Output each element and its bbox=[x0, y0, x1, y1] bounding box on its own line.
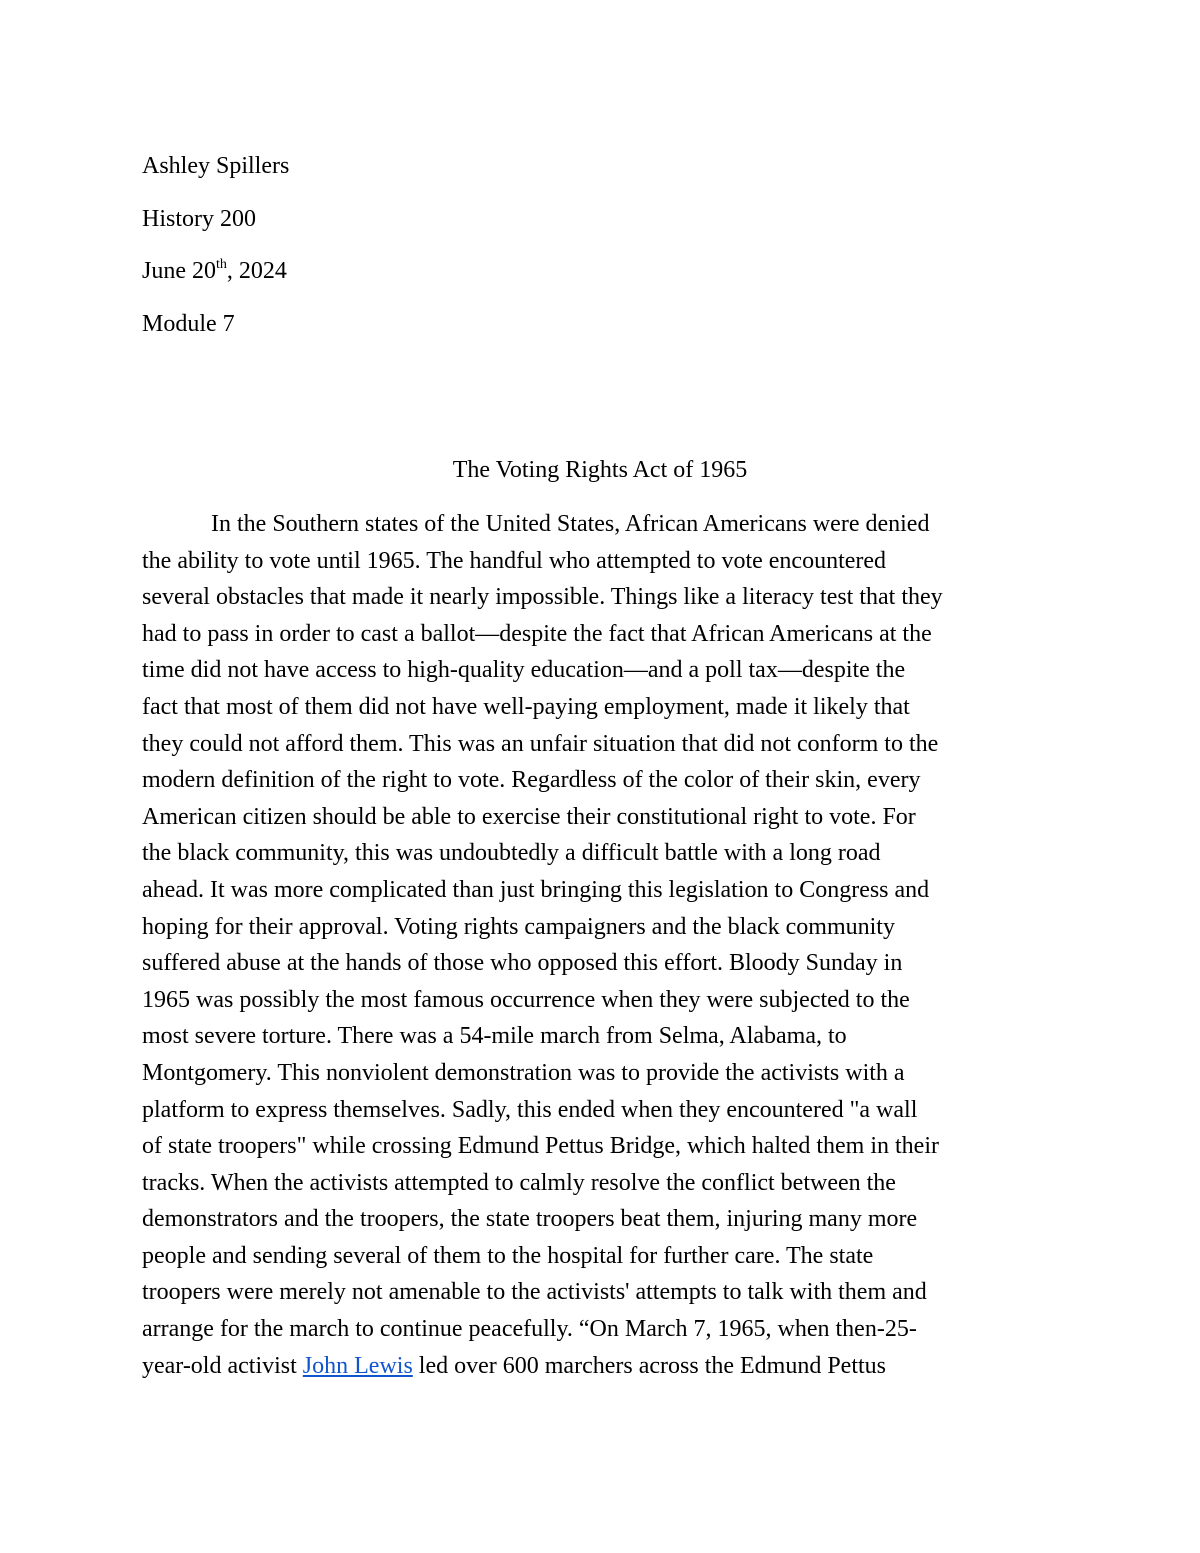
body-paragraph bbox=[142, 506, 1072, 1384]
paragraph-line: suffered abuse at the hands of those who opposed this effort. Bloody Sunday in bbox=[142, 950, 903, 977]
paragraph-line: arrange for the march to continue peacefully. “On March 7, 1965, when then-25- bbox=[142, 1316, 917, 1343]
paragraph-line: had to pass in order to cast a ballot—despite the fact that African Americans at the bbox=[142, 620, 932, 647]
date-prefix: June 20 bbox=[142, 258, 216, 284]
module-label: Module 7 bbox=[142, 310, 235, 337]
paragraph-line: most severe torture. There was a 54-mile march from Selma, Alabama, to bbox=[142, 1023, 847, 1050]
paragraph-line: tracks. When the activists attempted to calmly resolve the conflict between the bbox=[142, 1169, 896, 1196]
paragraph-line: Montgomery. This nonviolent demonstration was to provide the activists with a bbox=[142, 1059, 905, 1086]
author-name: Ashley Spillers bbox=[142, 153, 290, 179]
paragraph-line: ahead. It was more complicated than just bringing this legislation to Congress and bbox=[142, 876, 930, 903]
paragraph-line: the black community, this was undoubtedly a difficult battle with a long road bbox=[142, 840, 881, 867]
header-block bbox=[142, 140, 289, 350]
john-lewis-link[interactable]: John Lewis bbox=[302, 1352, 413, 1379]
paragraph-line: fact that most of them did not have well-paying employment, made it likely that bbox=[142, 693, 910, 720]
paragraph-line: In the Southern states of the United States, African Americans were denied bbox=[211, 511, 930, 537]
paragraph-line: platform to express themselves. Sadly, this ended when they encountered "a wall bbox=[142, 1096, 918, 1123]
text-before-link: year-old activist bbox=[142, 1352, 303, 1379]
paragraph-line: the ability to vote until 1965. The handful who attempted to vote encountered bbox=[142, 547, 887, 574]
paragraph-line: hoping for their approval. Voting rights campaigners and the black community bbox=[142, 913, 895, 940]
paragraph-line: several obstacles that made it nearly impossible. Things like a literacy test that they bbox=[142, 584, 943, 611]
paragraph-line: people and sending several of them to the hospital for further care. The state bbox=[142, 1242, 874, 1269]
date-ordinal: th bbox=[216, 257, 227, 272]
date-line bbox=[142, 245, 289, 298]
paragraph-line: demonstrators and the troopers, the state troopers beat them, injuring many more bbox=[142, 1206, 918, 1233]
text-after-link: led over 600 marchers across the Edmund Pettus bbox=[412, 1352, 887, 1379]
paragraph-line: time did not have access to high-quality education—and a poll tax—despite the bbox=[142, 657, 906, 684]
paragraph-line: modern definition of the right to vote. Regardless of the color of their skin, every bbox=[142, 767, 921, 794]
paragraph-line: American citizen should be able to exercise their constitutional right to vote. For bbox=[142, 803, 916, 830]
date-suffix: , 2024 bbox=[226, 258, 287, 284]
paragraph-line: of state troopers" while crossing Edmund Pettus Bridge, which halted them in their bbox=[142, 1133, 939, 1160]
paragraph-line: troopers were merely not amenable to the activists' attempts to talk with them and bbox=[142, 1279, 927, 1306]
paragraph-line: they could not afford them. This was an unfair situation that did not conform to the bbox=[142, 730, 939, 757]
paragraph-line-with-link bbox=[142, 1348, 1072, 1385]
paragraph-line: 1965 was possibly the most famous occurrence when they were subjected to the bbox=[142, 986, 910, 1013]
course-name: History 200 bbox=[142, 205, 256, 232]
document-title: The Voting Rights Act of 1965 bbox=[452, 457, 748, 483]
